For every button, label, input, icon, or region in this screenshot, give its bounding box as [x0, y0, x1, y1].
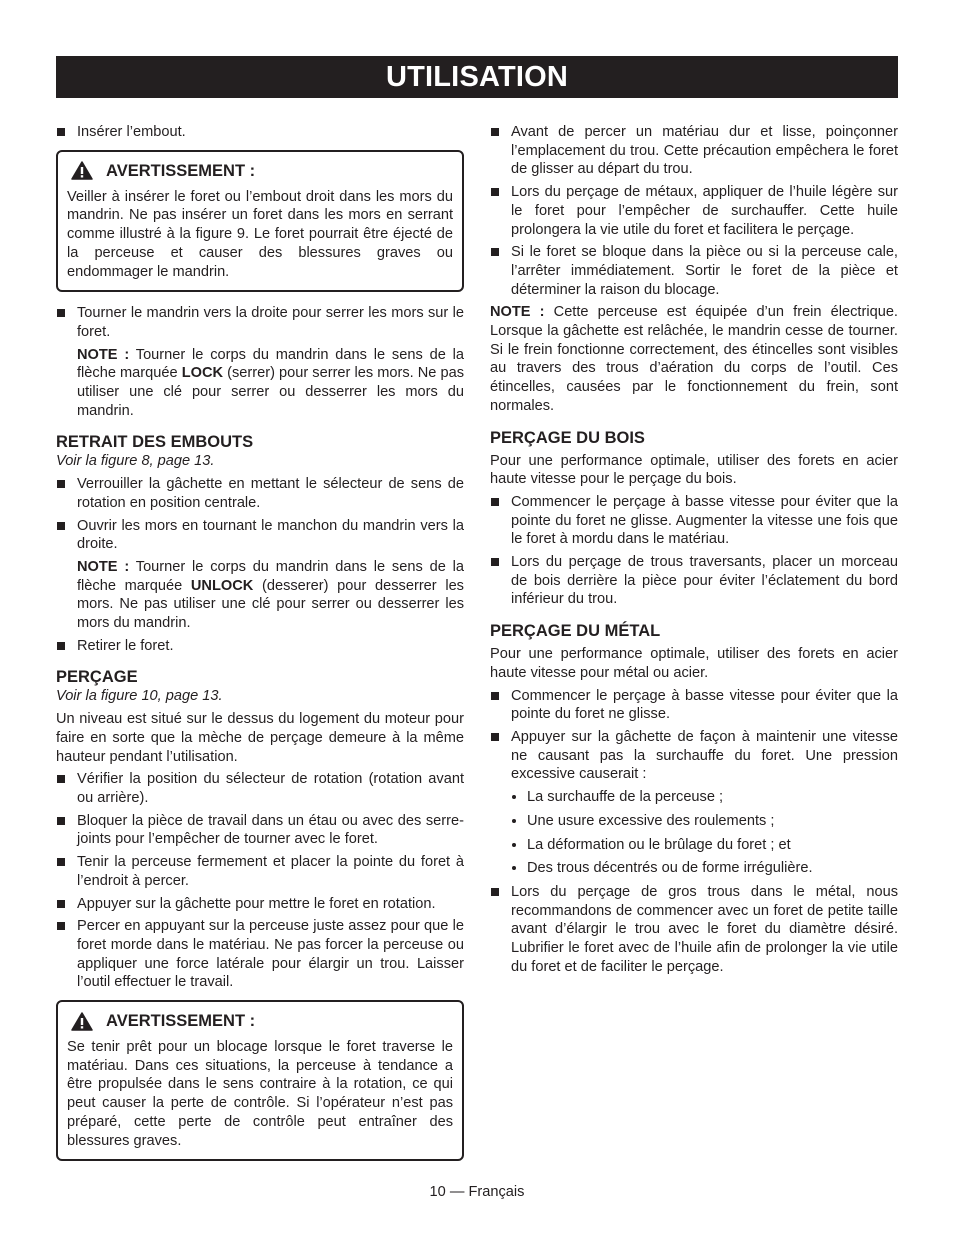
page-footer [0, 1184, 954, 1200]
list-item: Commencer le perçage à basse vitesse pour éviter que la pointe du foret ne glisse. [490, 687, 898, 724]
list-item: Insérer l’embout. [56, 123, 464, 142]
list-item: Verrouiller la gâchette en mettant le sélecteur de sens de rotation en position centrale. [56, 475, 464, 512]
warning-box [56, 150, 464, 293]
warning-triangle-icon [71, 1012, 93, 1031]
note-label: NOTE : [490, 304, 545, 321]
list-item: Commencer le perçage à basse vitesse pour éviter que la pointe du foret ne glisse. Augmenter la vitesse une fois que le foret à mordu dans le matériau. [490, 493, 898, 549]
note-paragraph: NOTE : Cette perceuse est équipée d’un frein électrique. Lorsque la gâchette est relâchée, le mandrin cesse de tourner. Si le frein fonctionne correctement, des étincelles sont visibles au travers des trous d’aération du corps de l’outil. Ces étincelles, causées par le fonctionnement du frein, sont normales. [490, 304, 898, 414]
list-item: Appuyer sur la gâchette de façon à maintenir une vitesse ne causant pas la surchauffe du foret. Une pression excessive causerait : [490, 728, 898, 784]
section-heading-bois: PERÇAGE DU BOIS [490, 428, 645, 447]
intro-paragraph: Un niveau est situé sur le dessus du logement du moteur pour faire en sorte que la mèche de perçage demeure à la même hauteur pendant l’utilisation. [56, 711, 464, 765]
section-heading-percage: PERÇAGE [56, 668, 138, 687]
sub-list-item: La déformation ou le brûlage du foret ; et [490, 836, 898, 855]
figure-reference: Voir la figure 10, page 13. [56, 688, 223, 705]
warning-text: Veiller à insérer le foret ou l’embout droit dans les mors du mandrin. Ne pas insérer un foret dans les mors en serrant comme illustré à la figure 9. Le foret pourrait être éjecté de la perceuse et causer des blessures graves ou endommager le mandrin. [67, 188, 453, 280]
list-item: Lors du perçage de gros trous dans le métal, nous recommandons de commencer avec un foret de petite taille avant d’élargir le trou avec le foret du diamètre désiré. Lubrifier le foret avec de l’huile afin de prolonger la vie utile du foret et de faciliter le perçage. [490, 883, 898, 977]
intro-paragraph: Pour une performance optimale, utiliser des forets en acier haute vitesse pour le perçage du bois. [490, 452, 898, 488]
note-label: NOTE : [77, 346, 130, 363]
note-paragraph: NOTE : Tourner le corps du mandrin dans le sens de la flèche marquée LOCK (serrer) pour serrer les mors. Ne pas utiliser une clé pour serrer ou desserrer les mors du mandrin. [77, 346, 464, 419]
intro-paragraph: Pour une performance optimale, utiliser des forets en acier haute vitesse pour métal ou acier. [490, 646, 898, 681]
left-column [56, 123, 464, 1173]
note-paragraph: NOTE : Tourner le corps du mandrin dans le sens de la flèche marquée UNLOCK (desserer) pour desserrer les mors. Ne pas utiliser une clé pour serrer ou desserrer les mors du mandrin. [77, 558, 464, 632]
list-item: Vérifier la position du sélecteur de rotation (rotation avant ou arrière). [56, 770, 464, 807]
section-heading-metal: PERÇAGE DU MÉTAL [490, 622, 661, 641]
list-item: Tenir la perceuse fermement et placer la pointe du foret à l’endroit à percer. [56, 853, 464, 890]
list-item: Bloquer la pièce de travail dans un étau ou avec des serre-joints pour l’empêcher de tourner avec le foret. [56, 812, 464, 849]
right-column [490, 123, 898, 980]
sub-list-item: Des trous décentrés ou de forme irrégulière. [490, 859, 898, 878]
warning-triangle-icon [71, 161, 93, 180]
warning-box [56, 1000, 464, 1161]
page-header-banner [56, 56, 898, 98]
list-item: Appuyer sur la gâchette pour mettre le foret en rotation. [56, 895, 464, 914]
warning-title: AVERTISSEMENT : [106, 161, 256, 180]
list-item: Lors du perçage de trous traversants, placer un morceau de bois derrière la pièce pour éviter l’éclatement du bord inférieur du trou. [490, 553, 898, 609]
list-item: Tourner le mandrin vers la droite pour serrer les mors sur le foret. [56, 304, 464, 341]
list-item: Retirer le foret. [56, 637, 464, 656]
list-item: Percer en appuyant sur la perceuse juste assez pour que le foret morde dans le matériau. Ne pas forcer la perceuse ou appliquer une force latérale pour élargir un trou. Laisser l’outil effectuer le travail. [56, 917, 464, 992]
page-title: UTILISATION [385, 61, 569, 93]
warning-title: AVERTISSEMENT : [106, 1012, 256, 1031]
list-item: Si le foret se bloque dans la pièce ou si la perceuse cale, l’arrêter immédiatement. Sortir le foret de la pièce et déterminer la raison du blocage. [490, 243, 898, 299]
page-number: 10 — Français [429, 1184, 525, 1200]
figure-reference: Voir la figure 8, page 13. [56, 453, 215, 470]
section-heading-retrait: RETRAIT DES EMBOUTS [56, 433, 254, 452]
list-item: Ouvrir les mors en tournant le manchon du mandrin vers la droite. [56, 517, 464, 554]
sub-list-item: Une usure excessive des roulements ; [490, 812, 898, 831]
list-item: Lors du perçage de métaux, appliquer de l’huile légère sur le foret pour l’empêcher de surchauffer. Cette huile prolongera la vie utile du foret et facilitera le perçage. [490, 183, 898, 239]
warning-text: Se tenir prêt pour un blocage lorsque le foret traverse le matériau. Dans ces situations, la perceuse à tendance a être propulsée dans le sens contraire à la rotation, ce qui peut causer la perte de contrôle. Si l’opérateur n’est pas préparé, cette perte de contrôle peut entraîner des blessures graves. [67, 1039, 453, 1149]
sub-list-item: La surchauffe de la perceuse ; [490, 788, 898, 807]
list-item: Avant de percer un matériau dur et lisse, poinçonner l’emplacement du trou. Cette précaution empêchera le foret de glisser au départ du trou. [490, 123, 898, 179]
